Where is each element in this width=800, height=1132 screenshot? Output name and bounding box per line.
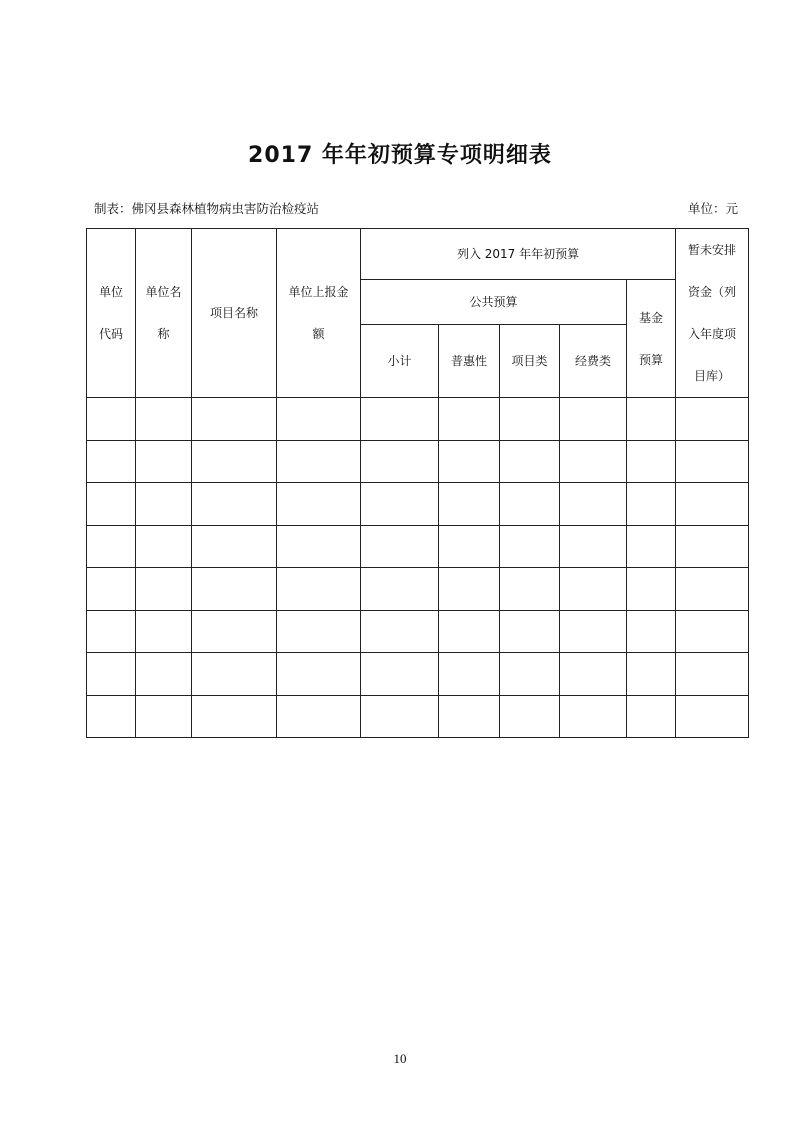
table-cell [627, 610, 676, 653]
table-cell [361, 653, 439, 696]
header-fund-budget [627, 280, 676, 398]
header-expense-type: 经费类 [560, 325, 627, 398]
table-cell [87, 568, 136, 611]
table-cell [361, 695, 439, 738]
table-cell [136, 695, 192, 738]
unit-label: 单位：元 [687, 201, 738, 216]
table-cell [136, 568, 192, 611]
table-cell [439, 568, 500, 611]
table-cell [627, 398, 676, 441]
header-unit-name-line-1: 单位名 [145, 285, 182, 299]
table-cell [439, 695, 500, 738]
table-cell [192, 610, 277, 653]
table-cell [277, 440, 361, 483]
header-unit-name-line-2: 称 [157, 327, 170, 341]
table-row [87, 398, 749, 441]
table-cell [439, 398, 500, 441]
table-cell [560, 610, 627, 653]
table-cell [361, 440, 439, 483]
header-unscheduled-line-1: 暂未安排 [688, 243, 737, 257]
table-cell [500, 440, 560, 483]
table-cell [500, 610, 560, 653]
header-unscheduled-funds [676, 229, 749, 398]
header-fund-budget-line-2: 预算 [639, 352, 664, 367]
table-cell [192, 525, 277, 568]
table-cell [361, 398, 439, 441]
table-cell [192, 695, 277, 738]
table-cell [560, 483, 627, 526]
table-cell [560, 653, 627, 696]
table-cell [192, 483, 277, 526]
table-cell [627, 440, 676, 483]
header-reported-amount-line-2: 额 [312, 327, 325, 341]
table-cell [277, 398, 361, 441]
table-cell [560, 440, 627, 483]
table-cell [500, 653, 560, 696]
table-row [87, 695, 749, 738]
table-cell [87, 695, 136, 738]
table-cell [277, 695, 361, 738]
table-cell [676, 440, 749, 483]
table-cell [136, 653, 192, 696]
header-unscheduled-line-3: 入年度项 [688, 327, 737, 341]
header-reported-amount [277, 229, 361, 398]
table-cell [676, 568, 749, 611]
table-cell [560, 568, 627, 611]
table-cell [361, 610, 439, 653]
table-cell [87, 525, 136, 568]
table-cell [560, 695, 627, 738]
budget-table [86, 228, 749, 738]
budget-table-container [86, 228, 748, 738]
table-cell [361, 525, 439, 568]
table-cell [136, 483, 192, 526]
table-cell [627, 525, 676, 568]
table-cell [500, 525, 560, 568]
table-cell [560, 398, 627, 441]
table-cell [87, 610, 136, 653]
header-fund-budget-line-1: 基金 [639, 310, 664, 325]
table-row [87, 483, 749, 526]
table-cell [676, 525, 749, 568]
table-cell [560, 525, 627, 568]
table-cell [500, 483, 560, 526]
table-cell [277, 568, 361, 611]
header-unit-name [136, 229, 192, 398]
table-row [87, 440, 749, 483]
header-subtotal: 小计 [361, 325, 439, 398]
table-cell [627, 568, 676, 611]
table-cell [676, 483, 749, 526]
table-row [87, 653, 749, 696]
table-cell [192, 440, 277, 483]
table-cell [439, 440, 500, 483]
page-number: 10 [393, 1051, 407, 1066]
table-row [87, 610, 749, 653]
table-cell [136, 525, 192, 568]
table-cell [361, 483, 439, 526]
header-unit-code [87, 229, 136, 398]
header-public-budget: 公共预算 [361, 280, 627, 325]
table-cell [87, 440, 136, 483]
table-cell [676, 610, 749, 653]
table-cell [192, 398, 277, 441]
table-cell [87, 653, 136, 696]
table-cell [439, 525, 500, 568]
header-unscheduled-line-2: 资金（列 [688, 285, 737, 299]
table-cell [277, 525, 361, 568]
table-row [87, 525, 749, 568]
table-cell [439, 483, 500, 526]
header-project-name: 项目名称 [192, 229, 277, 398]
table-cell [192, 568, 277, 611]
table-cell [361, 568, 439, 611]
table-cell [627, 653, 676, 696]
table-cell [627, 695, 676, 738]
header-unit-code-line-2: 代码 [98, 327, 123, 341]
page-title: 2017 年年初预算专项明细表 [248, 143, 552, 168]
table-cell [500, 695, 560, 738]
table-cell [87, 483, 136, 526]
table-cell [676, 653, 749, 696]
header-inclusive: 普惠性 [439, 325, 500, 398]
table-cell [277, 653, 361, 696]
header-unscheduled-line-4: 目库） [694, 369, 731, 383]
table-cell [277, 610, 361, 653]
header-included-budget-group: 列入 2017 年年初预算 [361, 229, 676, 280]
table-cell [500, 568, 560, 611]
table-cell [136, 398, 192, 441]
table-cell [136, 440, 192, 483]
table-cell [439, 610, 500, 653]
table-cell [439, 653, 500, 696]
header-project-type: 项目类 [500, 325, 560, 398]
table-body [87, 398, 749, 738]
table-cell [627, 483, 676, 526]
table-cell [87, 398, 136, 441]
table-cell [676, 398, 749, 441]
table-cell [277, 483, 361, 526]
compiler-label: 制表：佛冈县森林植物病虫害防治检疫站 [94, 201, 320, 216]
table-cell [500, 398, 560, 441]
table-row [87, 568, 749, 611]
table-cell [136, 610, 192, 653]
table-cell [192, 653, 277, 696]
header-reported-amount-line-1: 单位上报金 [288, 285, 349, 299]
header-unit-code-line-1: 单位 [98, 285, 123, 299]
table-cell [676, 695, 749, 738]
